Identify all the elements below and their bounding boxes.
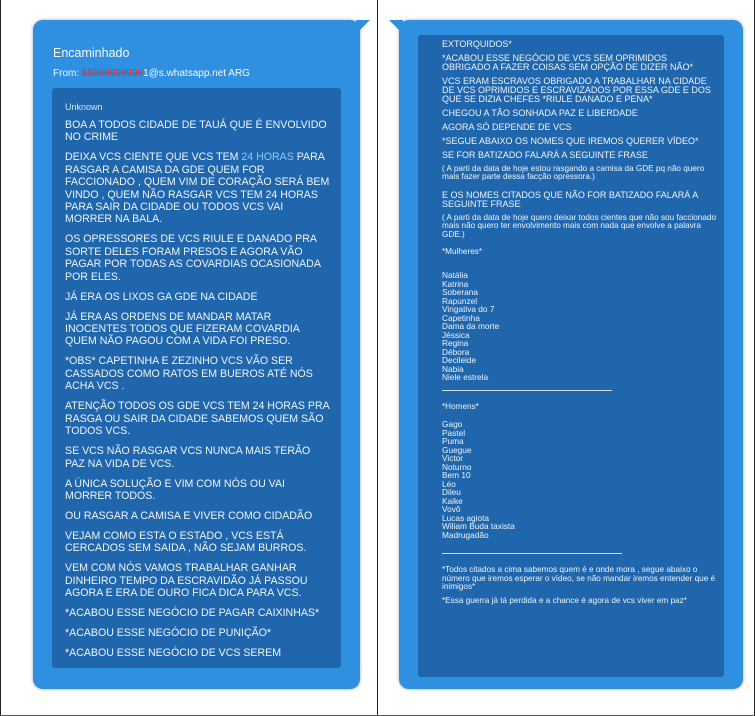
quoted-message-text [442,40,718,610]
message-paragraph: *ACABOU ESSE NEGÓCIO DE PAGAR CAIXINHAS* [65,607,320,620]
list-item: Guegue [442,444,472,455]
list-item: Victor [442,453,464,464]
left-frame-border [0,0,1,716]
bubble-tail [389,20,403,34]
list-item: Madrugadão [442,529,489,540]
women-list-header: *Mulheres* [442,247,483,257]
message-paragraph: *Essa guerra já tá perdida e a chance é agora de vcs viver em paz* [442,595,687,605]
message-paragraph: *SEGUE ABAIXO OS NOMES QUE IREMOS QUERER VÍDEO* [442,136,699,146]
bubble-tail [356,20,370,34]
men-list-header: *Homens* [442,401,479,411]
forwarded-label: Encaminhado [53,46,130,60]
message-paragraph: E OS NOMES CITADOS QUE NÃO FOR BATIZADO FALARÁ A SEGUINTE FRASE [442,189,698,209]
list-item: Gago [442,419,463,430]
center-divider [377,0,378,716]
message-paragraph: *OBS* CAPETINHA E ZEZINHO VCS VÃO SER CASSADOS COMO RATOS EM BUEROS ATÉ NÓS ACHA VCS . [65,355,313,393]
list-item: Dileu [442,487,461,498]
message-paragraph: VCS ERAM ESCRAVOS OBRIGADO A TRABALHAR NA CIDADE DE VCS OPRIMIDOS E ESCRAVIZADOS POR ESSA GDE E DOS QUE SE DIZIA CHEFES *RIULE DANADO E PENA* [442,76,711,104]
list-item: Capetinha [442,312,480,323]
message-paragraph: SE VCS NÃO RASGAR VCS NUNCA MAIS TERÃO PAZ NA VIDA DE VCS. [65,445,311,470]
quoted-message-text [65,119,331,667]
message-paragraph: SE FOR BATIZADO FALARÁ A SEGUINTE FRASE [442,150,648,160]
spacer [442,261,718,271]
right-message-bubble[interactable] [399,20,743,689]
list-item: Katrina [442,278,469,289]
list-item: Wiliam Buda taxista [442,521,515,532]
list-item: Puma [442,436,464,447]
list-item: Nabia [442,363,464,374]
message-paragraph: JÁ ERA OS LIXOS GA GDE NA CIDADE [65,290,258,303]
list-item: Léo [442,478,456,489]
quoted-message-box[interactable] [418,35,724,677]
list-item: Dama da morte [442,321,500,332]
list-item: Vingativa do 7 [442,304,495,315]
message-paragraph: OS OPRESSORES DE VCS RIULE E DANADO PRA SORTE DELES FORAM PRESOS E AGORA VÃO PAGAR POR TODAS AS COVARDIAS OCASIONADA POR ELES. [65,233,321,283]
message-paragraph: ( A parti da data de hoje quero deixar todos cientes que não sou faccionado mais não quero ter envolvimento mais com nada que envolve a palavra GDE.) [442,212,717,239]
message-paragraph: *ACABOU ESSE NEGÓCIO DE VCS SEM OPRIMIDOS OBRIGADO A FAZER COISAS SEM OPÇÃO DE DIZER NÃO* [442,53,694,72]
message-paragraph: *Todos citados a cima sabemos quem é e onde mora , segue abaixo o número que iremos esperar o vídeo, se não mandar iremos entender que é inimigos* [442,565,716,592]
list-item: Vovô [442,504,461,515]
quoted-message-box[interactable] [52,88,341,668]
list-item: Lucas agiota [442,512,490,523]
paragraph-text: PARA RASGAR A CAMISA DA GDE QUEM FOR FACCIONADO , QUEM VIM DE CORAÇÃO SERÁ BEM VINDO , QUEM NÃO RASGAR VCS TEM 24 HORAS PARA SAIR DA CIDADE OU TODOS VCS VAI MORRER NA BALA. [65,151,330,226]
from-prefix: From: [53,68,80,79]
left-message-bubble[interactable] [33,20,360,689]
paragraph-text: DEIXA VCS CIENTE QUE VCS TEM [65,151,242,164]
message-paragraph: *ACABOU ESSE NEGÓCIO DE VCS SEREM [65,647,282,660]
quoted-sender-name: Unknown [65,102,103,112]
message-paragraph: VEM COM NÓS VAMOS TRABALHAR GANHAR DINHEIRO TEMPO DA ESCRAVIDÃO JÁ PASSOU AGORA E ERA DE OURO FICA DICA PARA VCS. [65,562,308,600]
message-paragraph: OU RASGAR A CAMISA E VIVER COMO CIDADÃO [65,509,313,522]
from-address: 1@s.whatsapp.net ARG [143,68,250,79]
redacted-phone-number: 55999999999 [81,68,144,79]
message-paragraph: ATENÇÃO TODOS OS GDE VCS TEM 24 HORAS PRA RASGA OU SAIR DA CIDADE SABEMOS QUEM SÃO TODOS VCS. [65,400,330,438]
from-line [53,68,250,79]
women-name-list [442,271,718,382]
message-paragraph: EXTORQUIDOS* [442,39,512,49]
highlighted-text: 24 HORAS [241,151,294,164]
message-paragraph: BOA A TODOS CIDADE DE TAUÁ QUE É ENVOLVIDO NO CRIME [65,119,327,144]
divider-line [442,553,622,554]
list-item: Regina [442,338,469,349]
list-item: Decileide [442,355,477,366]
message-paragraph: JÁ ERA AS ORDENS DE MANDAR MATAR INOCENTES TODOS QUE FIZERAM COVARDIA QUEM NÃO PAGOU COM A VIDA FOI PRESO. [65,310,300,348]
list-item: Jéssica [442,329,470,340]
list-item: Noturno [442,461,472,472]
list-item: Niele estrela [442,372,489,383]
list-item: Kaike [442,495,463,506]
list-item: Pastel [442,427,466,438]
message-paragraph: AGORA SÓ DEPENDE DE VCS [442,122,572,132]
list-item: Natália [442,270,468,281]
message-paragraph: A ÚNICA SOLUÇÃO E VIM COM NÓS OU VAI MORRER TODOS. [65,477,285,502]
divider-line [442,390,612,391]
message-paragraph: ( A parti da data de hoje estou rasgando a camisa da GDE pq não quero mais fazer parte dessa facção opressora.) [442,164,705,182]
message-paragraph: *ACABOU ESSE NEGÓCIO DE PUNIÇÃO* [65,627,272,640]
men-name-list [442,420,718,539]
list-item: Débora [442,346,470,357]
list-item: Rapunzel [442,295,478,306]
message-paragraph [65,151,331,225]
list-item: Bem 10 [442,470,471,481]
list-item: Soberana [442,287,478,298]
message-paragraph: CHEGOU A TÃO SONHADA PAZ E LIBERDADE [442,108,638,118]
message-paragraph: VEJAM COMO ESTA O ESTADO , VCS ESTÁ CERCADOS SEM SAIDA , NÃO SEJAM BURROS. [65,529,307,555]
